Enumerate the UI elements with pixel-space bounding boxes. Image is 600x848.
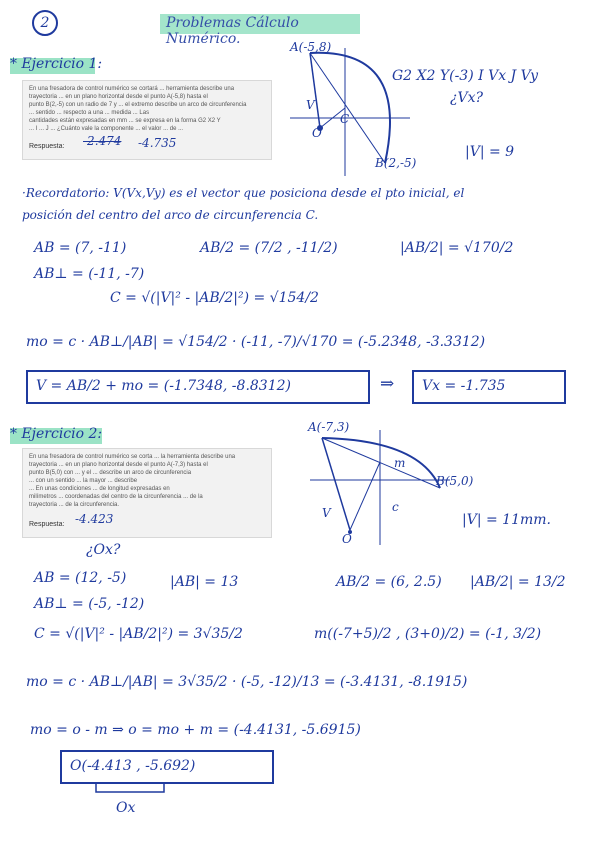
ej1-v-label: V	[306, 98, 315, 112]
calc1-ab-half-norm: |AB/2| = √170/2	[400, 240, 514, 256]
calc2-ab-half: AB/2 = (6, 2.5)	[336, 574, 442, 590]
ej1-problem-scan: En una fresadora de control numérico se cortará ... herramienta describe una trayectoria ... en un plano horizontal desde el punto A(-5,8) hasta el punto B(2,-5) con un radio de 7 y ... el extremo describe un arco de circunferencia ... sentido ... respecto a una ... medida ... Las cantidades están expresadas en mm ... se expresa en la forma G2 X2 Y ... I ... J ... ¿Cuánto vale la componente ... el valor ... de ... Respuesta: -2.474 -4.735	[22, 80, 272, 160]
calc1-v-result-box: V = AB/2 + mo = (-1.7348, -8.8312)	[26, 370, 370, 404]
ej1-point-a: A(-5,8)	[290, 40, 332, 54]
ej2-v-norm: |V| = 11mm.	[462, 512, 551, 528]
calc1-ab-half: AB/2 = (7/2 , -11/2)	[200, 240, 338, 256]
calc2-c: C = √(|V|² - |AB/2|²) = 3√35/2	[34, 626, 243, 642]
ej2-point-a: A(-7,3)	[308, 420, 350, 434]
ej1-o-label: O	[312, 126, 322, 140]
ej2-answer: -4.423	[75, 512, 114, 526]
ej2-question: ¿Ox?	[86, 542, 121, 558]
calc2-ab-half-norm: |AB/2| = 13/2	[470, 574, 566, 590]
ej1-v-norm: |V| = 9	[465, 144, 515, 160]
calc2-o-result-box: O(-4.413 , -5.692)	[60, 750, 274, 784]
ej1-label: * Ejercicio 1:	[10, 56, 103, 72]
calc2-ab-perp: AB⊥ = (-5, -12)	[34, 596, 145, 612]
calc1-ab: AB = (7, -11)	[34, 240, 127, 256]
ej1-answer-crossed: -2.474	[83, 134, 122, 148]
ej1-question: ¿Vx?	[450, 90, 484, 106]
ej2-v-label: V	[322, 506, 331, 520]
page-title: Problemas Cálculo Numérico.	[160, 14, 360, 34]
ej2-c-label: c	[392, 500, 399, 514]
ej2-o-label: O	[342, 532, 352, 546]
calc1-mo: mo = c · AB⊥/|AB| = √154/2 · (-11, -7)/√170 = (-5.2348, -3.3312)	[26, 334, 486, 350]
calc2-mo2: mo = o - m ⇒ o = mo + m = (-4.4131, -5.6915)	[30, 722, 361, 738]
ej2-resp-label: Respuesta:	[29, 521, 65, 528]
ox-label: Ox	[116, 800, 136, 816]
calc1-ab-perp: AB⊥ = (-11, -7)	[34, 266, 145, 282]
calc1-vx-result-box: Vx = -1.735	[412, 370, 566, 404]
ej1-gcode: G2 X2 Y(-3) I Vx J Vy	[392, 68, 539, 84]
calc2-ab-norm: |AB| = 13	[170, 574, 239, 590]
calc2-m: m((-7+5)/2 , (3+0)/2) = (-1, 3/2)	[314, 626, 542, 642]
note-line-1: ·Recordatorio: V(Vx,Vy) es el vector que posiciona desde el pto inicial, el	[22, 186, 465, 200]
ej1-c-label: C	[340, 112, 350, 126]
ej2-label: * Ejercicio 2:	[10, 426, 103, 442]
calc2-mo: mo = c · AB⊥/|AB| = 3√35/2 · (-5, -12)/13 = (-3.4131, -8.1915)	[26, 674, 468, 690]
ox-brace	[94, 782, 174, 802]
ej1-answer: -4.735	[138, 136, 177, 150]
ej1-point-b: B(2,-5)	[375, 156, 417, 170]
ej2-m-label: m	[394, 456, 406, 470]
ej1-resp-label: Respuesta:	[29, 143, 65, 150]
ej2-point-b: B(5,0)	[436, 474, 474, 488]
ej2-problem-scan: En una fresadora de control numérico se corta ... la herramienta describe una trayectoria ... en un plano horizontal desde el punto A(-7,3) hasta el punto B(5,0) con ... y el ... describe un arco de circunferencia ... con un sentido ... la mayor ... describe ... En unas condiciones ... de longitud expresadas en milímetros ... coordenadas del centro de la circunferencia ... de la trayectoria ... de la circunferencia. Respuesta: -4.423	[22, 448, 272, 538]
problem-number: 2	[32, 10, 58, 36]
calc1-c: C = √(|V|² - |AB/2|²) = √154/2	[110, 290, 319, 306]
note-line-2: posición del centro del arco de circunferencia C.	[22, 208, 319, 222]
calc2-ab: AB = (12, -5)	[34, 570, 127, 586]
